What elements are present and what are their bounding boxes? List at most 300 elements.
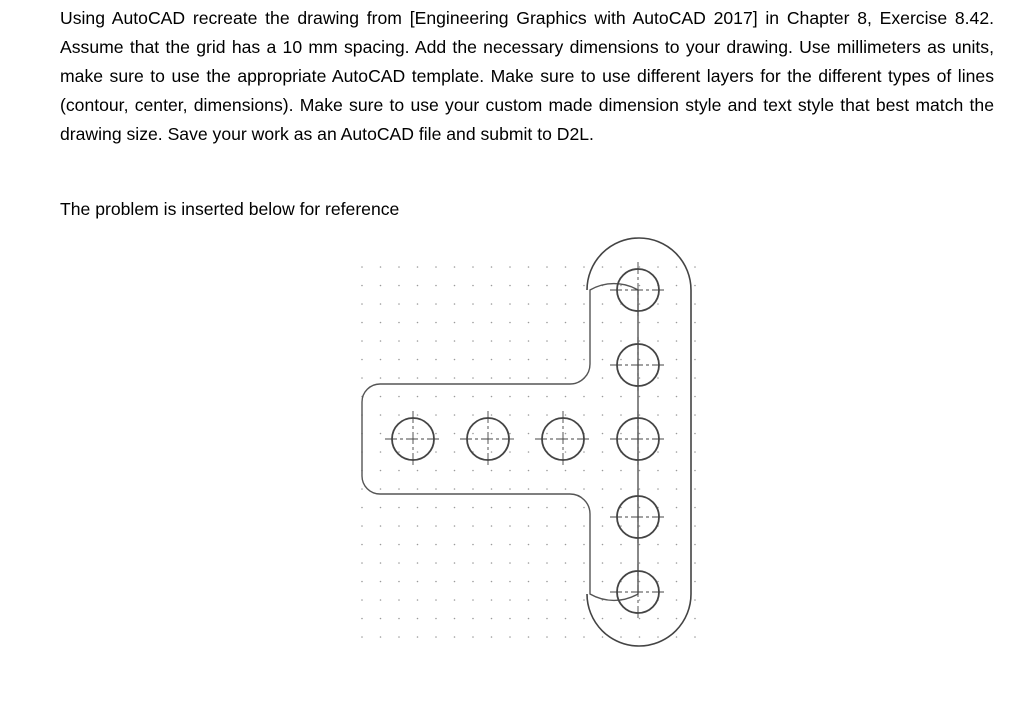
grid-dot xyxy=(583,266,585,268)
grid-dot xyxy=(657,414,659,416)
grid-dot xyxy=(639,525,641,527)
grid-dot xyxy=(454,599,456,601)
grid-dot xyxy=(546,525,548,527)
grid-dot xyxy=(472,340,474,342)
grid-dot xyxy=(380,544,382,546)
grid-dot xyxy=(380,414,382,416)
grid-dot xyxy=(435,544,437,546)
grid-dot xyxy=(398,618,400,620)
grid-dot xyxy=(528,599,530,601)
grid-dot xyxy=(639,285,641,287)
grid-dot xyxy=(509,599,511,601)
grid-dot xyxy=(361,377,363,379)
grid-dot xyxy=(565,285,567,287)
grid-dot xyxy=(620,525,622,527)
grid-dot xyxy=(676,488,678,490)
grid-dot xyxy=(602,377,604,379)
grid-dot xyxy=(491,396,493,398)
grid-dot xyxy=(435,396,437,398)
grid-dot xyxy=(602,451,604,453)
grid-dot xyxy=(620,340,622,342)
grid-dot xyxy=(565,470,567,472)
grid-dot xyxy=(694,581,696,583)
grid-dot xyxy=(565,525,567,527)
grid-dot xyxy=(491,303,493,305)
grid-dot xyxy=(417,266,419,268)
grid-dot xyxy=(491,322,493,324)
grid-dot xyxy=(491,359,493,361)
grid-dot xyxy=(639,470,641,472)
grid-dot xyxy=(546,562,548,564)
grid-dot xyxy=(565,377,567,379)
grid-dot xyxy=(602,636,604,638)
grid-dot xyxy=(417,525,419,527)
grid-dot xyxy=(472,414,474,416)
grid-dot xyxy=(380,636,382,638)
grid-dot xyxy=(417,396,419,398)
grid-dot xyxy=(657,377,659,379)
grid-dot xyxy=(380,581,382,583)
grid-dot xyxy=(509,544,511,546)
grid-dot xyxy=(435,340,437,342)
grid-dot xyxy=(454,303,456,305)
grid-dot xyxy=(528,322,530,324)
grid-dot xyxy=(694,470,696,472)
grid-dot xyxy=(528,470,530,472)
grid-dot xyxy=(528,396,530,398)
grid-dot xyxy=(528,544,530,546)
grid-dot xyxy=(509,488,511,490)
grid-dot xyxy=(435,581,437,583)
grid-dot xyxy=(417,636,419,638)
grid-dot xyxy=(639,507,641,509)
grid-dot xyxy=(435,433,437,435)
grid-dot xyxy=(472,359,474,361)
grid-dot xyxy=(435,562,437,564)
grid-dot xyxy=(583,359,585,361)
grid-dot xyxy=(583,340,585,342)
grid-dot xyxy=(639,581,641,583)
grid-dot xyxy=(398,396,400,398)
hole xyxy=(610,337,666,393)
grid-dot xyxy=(472,433,474,435)
grid-dot xyxy=(435,451,437,453)
grid-dot xyxy=(491,451,493,453)
grid-dot xyxy=(546,599,548,601)
grid-dot xyxy=(398,285,400,287)
grid-dot xyxy=(417,544,419,546)
grid-dot xyxy=(694,377,696,379)
grid-dot xyxy=(528,488,530,490)
grid-dot xyxy=(583,414,585,416)
grid-dot xyxy=(676,414,678,416)
grid-dot xyxy=(620,285,622,287)
grid-dot xyxy=(546,396,548,398)
grid-dot xyxy=(472,581,474,583)
grid-dot xyxy=(528,285,530,287)
grid-dot xyxy=(380,322,382,324)
grid-dot xyxy=(528,303,530,305)
grid-dot xyxy=(491,340,493,342)
grid-dot xyxy=(361,488,363,490)
grid-dot xyxy=(676,322,678,324)
grid-dot xyxy=(676,544,678,546)
grid-dot xyxy=(472,599,474,601)
grid-dot xyxy=(583,322,585,324)
grid-dot xyxy=(491,618,493,620)
grid-dot xyxy=(639,451,641,453)
grid-dot xyxy=(583,396,585,398)
grid-dot xyxy=(398,322,400,324)
grid-dot xyxy=(639,599,641,601)
grid-dot xyxy=(565,414,567,416)
hole xyxy=(610,564,666,620)
grid-dot xyxy=(565,507,567,509)
grid-dot xyxy=(657,636,659,638)
grid-dot xyxy=(528,359,530,361)
grid-dot xyxy=(398,581,400,583)
grid-dot xyxy=(509,636,511,638)
grid-dot xyxy=(583,525,585,527)
grid-dot xyxy=(435,303,437,305)
grid-dot xyxy=(398,507,400,509)
grid-dot xyxy=(694,414,696,416)
grid-dot xyxy=(454,562,456,564)
grid-dot xyxy=(620,488,622,490)
grid-dot xyxy=(380,507,382,509)
grid-dot xyxy=(546,544,548,546)
grid-dot xyxy=(602,581,604,583)
grid-dot xyxy=(528,525,530,527)
grid-dot xyxy=(454,451,456,453)
grid-dot xyxy=(676,396,678,398)
grid-dot xyxy=(509,266,511,268)
grid-dot xyxy=(380,618,382,620)
grid-dot xyxy=(602,507,604,509)
grid-dot xyxy=(657,303,659,305)
grid-dot xyxy=(602,562,604,564)
grid-dot xyxy=(583,488,585,490)
grid-dot xyxy=(639,414,641,416)
grid-dot xyxy=(509,285,511,287)
grid-dot xyxy=(620,618,622,620)
grid-dot xyxy=(398,451,400,453)
grid-dot xyxy=(676,507,678,509)
grid-dot xyxy=(546,340,548,342)
grid-dot xyxy=(657,544,659,546)
grid-dot xyxy=(602,433,604,435)
grid-dot xyxy=(583,507,585,509)
grid-dot xyxy=(435,266,437,268)
grid-dot xyxy=(454,285,456,287)
grid-dot xyxy=(509,451,511,453)
grid-dot xyxy=(491,377,493,379)
grid-dot xyxy=(694,636,696,638)
grid-dot xyxy=(509,396,511,398)
grid-dot xyxy=(546,266,548,268)
grid-dot xyxy=(454,396,456,398)
grid-dot xyxy=(602,396,604,398)
grid-dot xyxy=(676,636,678,638)
grid-dot xyxy=(583,581,585,583)
grid-dot xyxy=(602,340,604,342)
grid-dot xyxy=(676,266,678,268)
grid-dot xyxy=(380,599,382,601)
grid-dot xyxy=(602,359,604,361)
grid-dot xyxy=(546,488,548,490)
grid-dot xyxy=(435,377,437,379)
hole xyxy=(460,411,516,467)
grid-dot xyxy=(435,488,437,490)
hole xyxy=(610,489,666,545)
grid-dot xyxy=(694,544,696,546)
cad-drawing xyxy=(345,232,705,652)
grid-dot xyxy=(509,340,511,342)
grid-dot xyxy=(676,470,678,472)
grid-dot xyxy=(639,433,641,435)
grid-dot xyxy=(380,303,382,305)
grid-dot xyxy=(491,636,493,638)
grid-dot xyxy=(380,396,382,398)
grid-dot xyxy=(676,377,678,379)
grid-dot xyxy=(361,618,363,620)
grid-dot xyxy=(398,636,400,638)
grid-dot xyxy=(583,636,585,638)
grid-dot xyxy=(417,303,419,305)
grid-dot xyxy=(565,266,567,268)
grid-dot xyxy=(472,636,474,638)
grid-dot xyxy=(435,322,437,324)
grid-dot xyxy=(417,433,419,435)
grid-dot xyxy=(472,507,474,509)
grid-dot xyxy=(491,414,493,416)
hole xyxy=(610,411,666,467)
grid-dot xyxy=(694,618,696,620)
grid-dot xyxy=(361,562,363,564)
grid-dot xyxy=(657,488,659,490)
grid-dot xyxy=(380,470,382,472)
grid-dot xyxy=(676,340,678,342)
grid-dot xyxy=(454,470,456,472)
hole xyxy=(535,411,591,467)
grid-dot xyxy=(472,618,474,620)
grid-dot xyxy=(676,359,678,361)
grid-dot xyxy=(491,470,493,472)
grid-dot xyxy=(565,488,567,490)
grid-dot xyxy=(417,618,419,620)
grid-dot xyxy=(417,581,419,583)
grid-dot xyxy=(583,470,585,472)
grid-dot xyxy=(472,322,474,324)
grid-dot xyxy=(435,285,437,287)
grid-dot xyxy=(472,544,474,546)
grid-dot xyxy=(435,636,437,638)
grid-dot xyxy=(417,377,419,379)
grid-dot xyxy=(676,599,678,601)
grid-dot xyxy=(583,562,585,564)
grid-dot xyxy=(657,451,659,453)
grid-dot xyxy=(472,396,474,398)
grid-dot xyxy=(620,544,622,546)
grid-dot xyxy=(565,636,567,638)
grid-dot xyxy=(454,525,456,527)
grid-dot xyxy=(491,266,493,268)
grid-dot xyxy=(398,525,400,527)
grid-dot xyxy=(491,581,493,583)
grid-dot xyxy=(694,433,696,435)
grid-dot xyxy=(528,581,530,583)
grid-dot xyxy=(454,488,456,490)
grid-dot xyxy=(472,285,474,287)
grid-dot xyxy=(676,451,678,453)
grid-dot xyxy=(676,433,678,435)
grid-dot xyxy=(565,618,567,620)
grid-dot xyxy=(509,525,511,527)
grid-dot xyxy=(380,285,382,287)
grid-dot xyxy=(380,525,382,527)
grid-dot xyxy=(398,470,400,472)
grid-dot xyxy=(361,636,363,638)
grid-dot xyxy=(491,285,493,287)
grid-dot xyxy=(546,507,548,509)
grid-dot xyxy=(398,377,400,379)
grid-dot xyxy=(546,433,548,435)
grid-dot xyxy=(509,414,511,416)
grid-dot xyxy=(417,359,419,361)
grid-dot xyxy=(454,433,456,435)
grid-dot xyxy=(398,359,400,361)
grid-dot xyxy=(546,581,548,583)
grid-dot xyxy=(528,414,530,416)
grid-dot xyxy=(380,451,382,453)
grid-dot xyxy=(639,377,641,379)
grid-dot xyxy=(435,525,437,527)
grid-dot xyxy=(361,525,363,527)
grid-dot xyxy=(583,544,585,546)
grid-dot xyxy=(676,581,678,583)
grid-dot xyxy=(565,303,567,305)
grid-dot xyxy=(639,618,641,620)
grid-dot xyxy=(620,636,622,638)
grid-dot xyxy=(639,488,641,490)
grid-dot xyxy=(454,636,456,638)
grid-dot xyxy=(472,266,474,268)
grid-dot xyxy=(454,544,456,546)
grid-dot xyxy=(602,618,604,620)
grid-dot xyxy=(694,322,696,324)
hole xyxy=(385,411,441,467)
grid-dot xyxy=(657,266,659,268)
grid-dot xyxy=(546,636,548,638)
grid-dot xyxy=(676,303,678,305)
grid-dot xyxy=(454,414,456,416)
grid-dot xyxy=(491,599,493,601)
grid-dot xyxy=(620,359,622,361)
grid-dot xyxy=(528,562,530,564)
grid-dot xyxy=(361,266,363,268)
grid-dot xyxy=(509,359,511,361)
grid-dot xyxy=(417,507,419,509)
grid-dot xyxy=(694,562,696,564)
grid-dot xyxy=(565,359,567,361)
grid-dot xyxy=(380,488,382,490)
grid-dot xyxy=(361,599,363,601)
grid-dot xyxy=(509,303,511,305)
grid-dot xyxy=(417,322,419,324)
grid-dot xyxy=(417,451,419,453)
grid-dot xyxy=(639,636,641,638)
grid-dot xyxy=(380,340,382,342)
grid-dot xyxy=(380,359,382,361)
grid-dot xyxy=(398,340,400,342)
grid-dot xyxy=(639,322,641,324)
grid-dot xyxy=(602,525,604,527)
grid-dot xyxy=(565,544,567,546)
grid-dot xyxy=(620,266,622,268)
grid-dot xyxy=(361,303,363,305)
grid-dot xyxy=(583,285,585,287)
grid-dot xyxy=(398,544,400,546)
grid-dot xyxy=(509,470,511,472)
grid-dot xyxy=(676,618,678,620)
grid-dot xyxy=(565,433,567,435)
grid-dot xyxy=(694,359,696,361)
hole xyxy=(610,262,666,318)
grid-dot xyxy=(398,433,400,435)
grid-dot xyxy=(472,377,474,379)
grid-dot xyxy=(694,396,696,398)
grid-dot xyxy=(602,266,604,268)
grid-dot xyxy=(620,414,622,416)
grid-dot xyxy=(694,285,696,287)
grid-dot xyxy=(398,599,400,601)
grid-dot xyxy=(361,340,363,342)
grid-dot xyxy=(657,396,659,398)
grid-dot xyxy=(417,414,419,416)
grid-dot xyxy=(435,470,437,472)
grid-dot xyxy=(639,396,641,398)
grid-dot xyxy=(509,433,511,435)
grid-dot xyxy=(639,562,641,564)
grid-dot xyxy=(694,488,696,490)
grid-dot xyxy=(491,544,493,546)
grid-dot xyxy=(528,266,530,268)
grid-dot xyxy=(546,377,548,379)
grid-dot xyxy=(583,303,585,305)
grid-dot xyxy=(454,581,456,583)
grid-dot xyxy=(546,303,548,305)
grid-dot xyxy=(620,562,622,564)
grid-dot xyxy=(583,599,585,601)
grid-dot xyxy=(398,488,400,490)
grid-dot xyxy=(435,507,437,509)
grid-dot xyxy=(694,340,696,342)
plate-outline xyxy=(362,284,638,601)
reference-note: The problem is inserted below for reference xyxy=(60,199,400,219)
grid-dot xyxy=(398,266,400,268)
grid-dot xyxy=(657,322,659,324)
grid-dot xyxy=(694,451,696,453)
grid-dot xyxy=(380,377,382,379)
grid-dot xyxy=(657,340,659,342)
grid-dot xyxy=(454,359,456,361)
grid-dot xyxy=(639,544,641,546)
grid-dot xyxy=(509,377,511,379)
grid-dot xyxy=(620,322,622,324)
grid-dot xyxy=(602,488,604,490)
grid-dot xyxy=(676,525,678,527)
grid-dot xyxy=(435,414,437,416)
